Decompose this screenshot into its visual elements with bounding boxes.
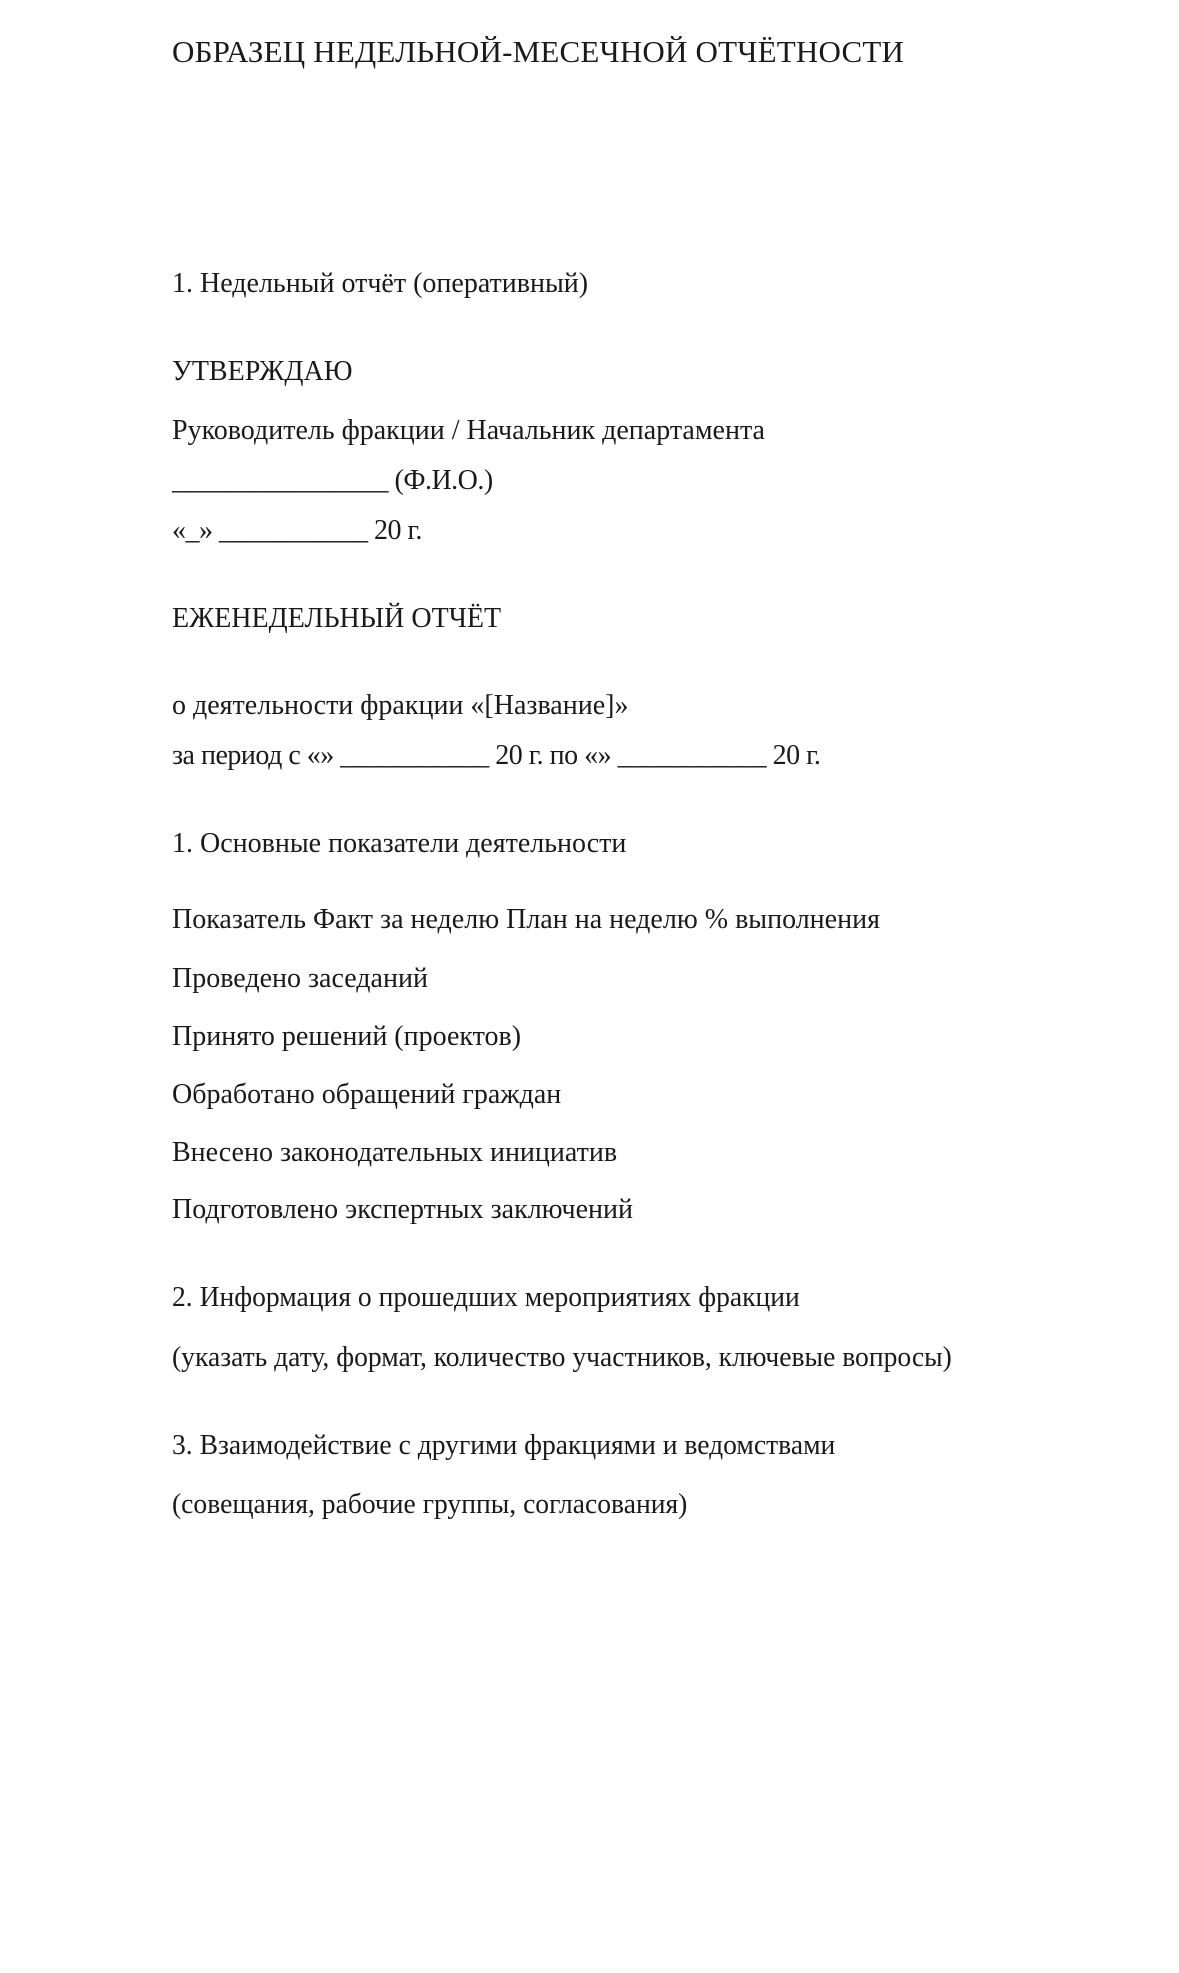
approval-name-blank-line: ________________ (Ф.И.О.) — [172, 465, 493, 496]
approval-date-blank-line: «_» ___________ 20 г. — [172, 514, 422, 546]
list-item: Проведено заседаний — [172, 963, 428, 995]
list-item: Внесено законодательных инициатив — [172, 1136, 618, 1168]
metrics-table-header: Показатель Факт за неделю План на неделю % выполнения — [172, 903, 880, 935]
list-item: Подготовлено экспертных заключений — [172, 1194, 633, 1226]
spacer-after-title — [172, 72, 1052, 264]
section-2-note: (указать дату, формат, количество участников, ключевые вопросы) — [172, 1341, 952, 1373]
section-2-title: 2. Информация о прошедших мероприятиях фракции — [172, 1282, 800, 1313]
spacer-before-section-3 — [172, 1378, 1052, 1426]
spacer-before-report-heading — [172, 551, 1052, 599]
section-1-title: 1. Основные показатели деятельности — [172, 827, 627, 859]
list-item: Принято решений (проектов) — [172, 1021, 522, 1052]
metrics-list — [172, 959, 1052, 1230]
heading-weekly-report-title: ЕЖЕНЕДЕЛЬНЫЙ ОТЧЁТ — [172, 602, 502, 634]
spacer-before-section-1 — [172, 776, 1052, 824]
page-title: ОБРАЗЕЦ НЕДЕЛЬНОЙ-МЕСЕЧНОЙ ОТЧЁТНОСТИ — [172, 34, 905, 69]
spacer-after-section-1-title — [172, 864, 1052, 900]
heading-weekly-report: 1. Недельный отчёт (оперативный) — [172, 267, 589, 299]
list-item: Обработано обращений граждан — [172, 1078, 562, 1110]
spacer-before-section-2 — [172, 1230, 1052, 1278]
section-3-title: 3. Взаимодействие с другими фракциями и ведомствами — [172, 1429, 836, 1461]
document-body — [172, 0, 1052, 1525]
section-3-note: (совещания, рабочие группы, согласования) — [172, 1489, 688, 1521]
spacer-after-weekly-heading — [172, 304, 1052, 352]
approval-position-line: Руководитель фракции / Начальник департамента — [172, 415, 765, 447]
approval-label: УТВЕРЖДАЮ — [172, 355, 353, 387]
report-subject-line: о деятельности фракции «[Название]» — [172, 690, 629, 722]
report-period-line: за период с «» ___________ 20 г. по «» ___________ 20 г. — [172, 740, 821, 771]
spacer-after-report-heading — [172, 638, 1052, 686]
